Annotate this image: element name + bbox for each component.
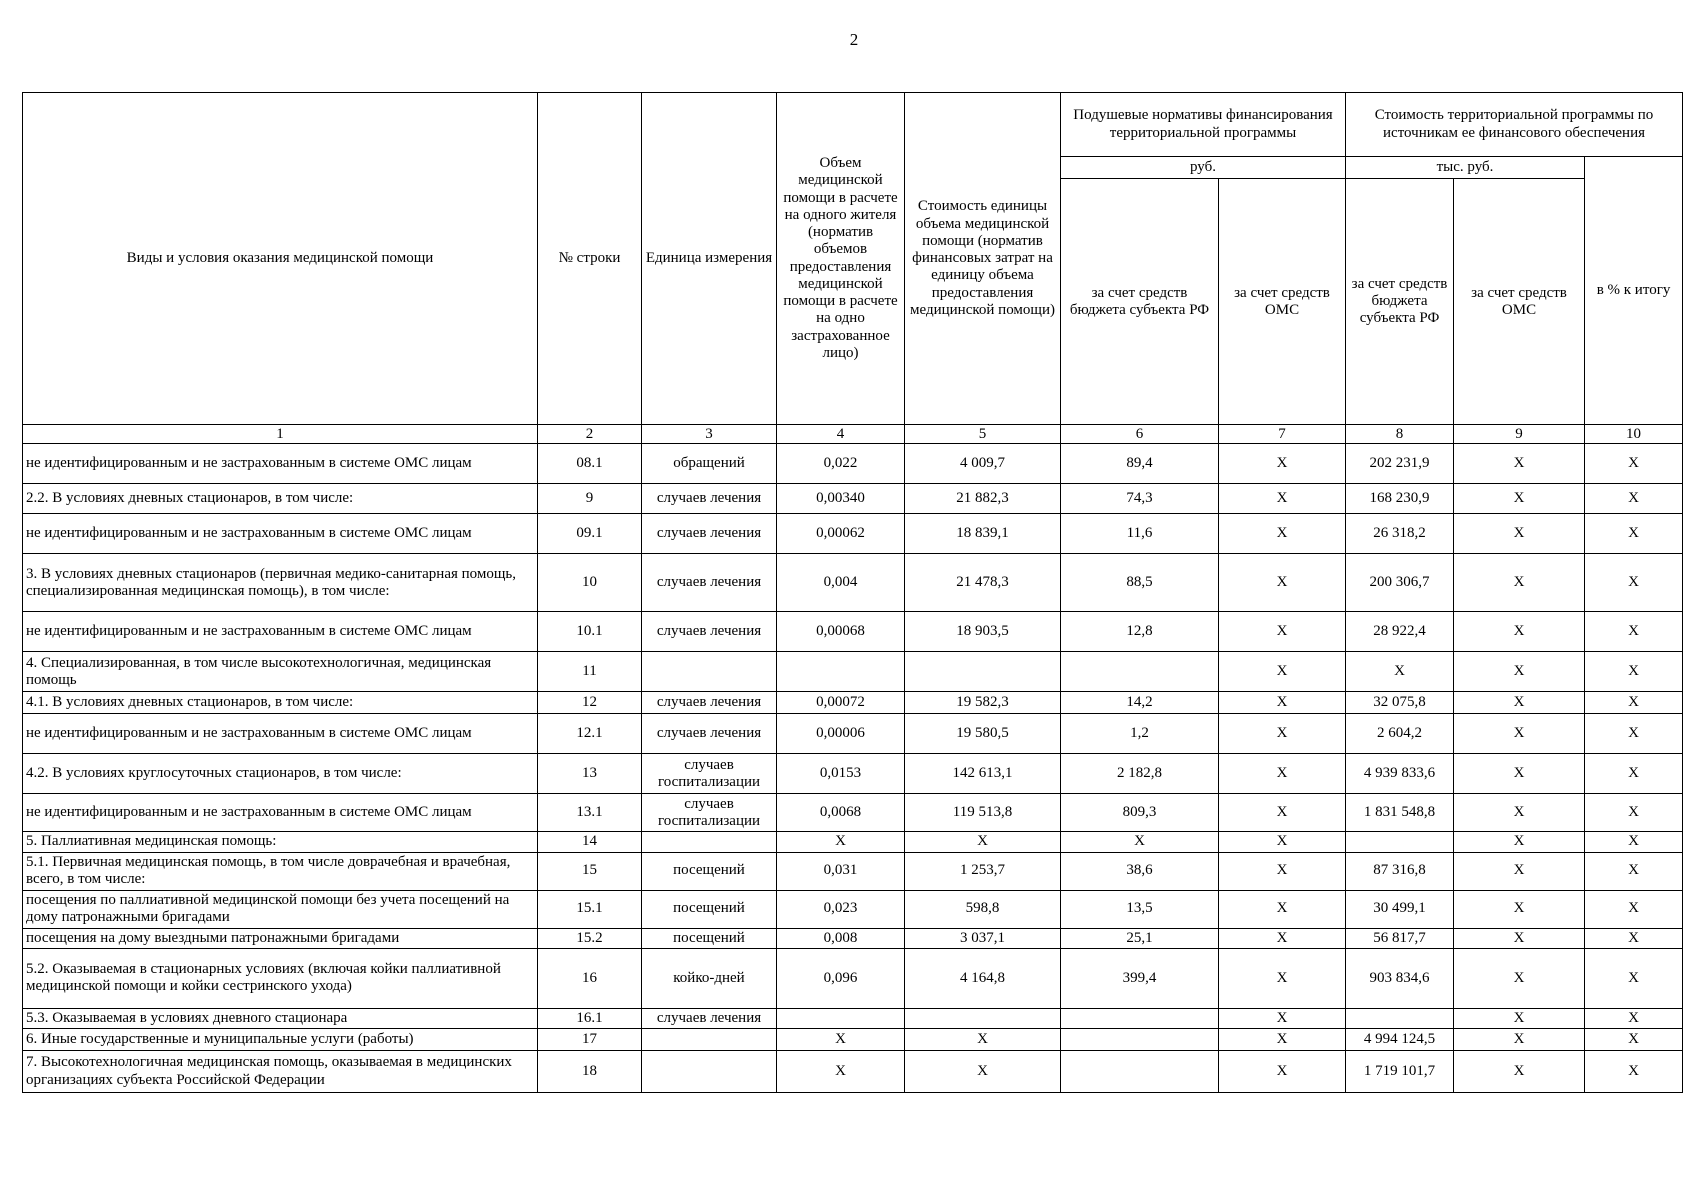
table-cell: койко-дней xyxy=(642,948,777,1008)
table-row xyxy=(23,1008,1683,1028)
header-col-4: Объем медицинской помощи в расчете на одного жителя (норматив объемов предоставления медицинской помощи в расчете на одно застрахованное лицо) xyxy=(777,93,905,425)
table-cell: 08.1 xyxy=(538,444,642,484)
header-unit-thousand-rub: тыс. руб. xyxy=(1346,157,1585,179)
table-cell: 10.1 xyxy=(538,612,642,652)
table-cell: 16.1 xyxy=(538,1008,642,1028)
table-cell: X xyxy=(1219,612,1346,652)
financing-table xyxy=(22,92,1683,1093)
table-cell: X xyxy=(1454,714,1585,754)
table-cell: X xyxy=(905,1051,1061,1093)
table-cell: X xyxy=(1454,1029,1585,1051)
table-cell: X xyxy=(1585,652,1683,692)
table-cell xyxy=(642,832,777,852)
table-cell: 13,5 xyxy=(1061,890,1219,928)
row-description: не идентифицированным и не застрахованным в системе ОМС лицам xyxy=(23,514,538,554)
table-row xyxy=(23,484,1683,514)
table-cell xyxy=(777,652,905,692)
column-number: 3 xyxy=(642,425,777,444)
table-cell: 30 499,1 xyxy=(1346,890,1454,928)
table-cell: 25,1 xyxy=(1061,928,1219,948)
table-cell: 4 994 124,5 xyxy=(1346,1029,1454,1051)
table-cell: 0,004 xyxy=(777,554,905,612)
column-number: 10 xyxy=(1585,425,1683,444)
table-cell xyxy=(905,1008,1061,1028)
table-row xyxy=(23,832,1683,852)
table-cell: X xyxy=(1219,714,1346,754)
row-description: не идентифицированным и не застрахованным в системе ОМС лицам xyxy=(23,612,538,652)
table-cell: X xyxy=(1585,714,1683,754)
table-cell: X xyxy=(1219,514,1346,554)
table-cell: 0,0068 xyxy=(777,794,905,832)
table-row xyxy=(23,1051,1683,1093)
table-row xyxy=(23,948,1683,1008)
row-description: 4.1. В условиях дневных стационаров, в том числе: xyxy=(23,692,538,714)
table-cell: 4 009,7 xyxy=(905,444,1061,484)
table-cell: X xyxy=(1219,852,1346,890)
header-col-2: № строки xyxy=(538,93,642,425)
table-cell: 14 xyxy=(538,832,642,852)
table-row xyxy=(23,852,1683,890)
table-cell: X xyxy=(1585,890,1683,928)
row-description: 5. Паллиативная медицинская помощь: xyxy=(23,832,538,852)
table-cell: 0,00062 xyxy=(777,514,905,554)
table-cell: X xyxy=(1219,484,1346,514)
table-cell: 87 316,8 xyxy=(1346,852,1454,890)
table-cell xyxy=(642,652,777,692)
table-cell xyxy=(1061,1008,1219,1028)
table-cell: 200 306,7 xyxy=(1346,554,1454,612)
header-group-per-capita: Подушевые нормативы финансирования территориальной программы xyxy=(1061,93,1346,157)
row-description: 5.3. Оказываемая в условиях дневного стационара xyxy=(23,1008,538,1028)
table-cell: 0,023 xyxy=(777,890,905,928)
table-cell: 38,6 xyxy=(1061,852,1219,890)
table-cell: случаев лечения xyxy=(642,692,777,714)
table-cell: X xyxy=(1219,890,1346,928)
table-cell: X xyxy=(1454,928,1585,948)
table-cell: X xyxy=(1585,1008,1683,1028)
table-cell: 89,4 xyxy=(1061,444,1219,484)
table-cell: 18 839,1 xyxy=(905,514,1061,554)
table-cell: X xyxy=(777,832,905,852)
table-cell: 15 xyxy=(538,852,642,890)
header-col-1: Виды и условия оказания медицинской помощи xyxy=(23,93,538,425)
table-cell: 1,2 xyxy=(1061,714,1219,754)
table-cell: 88,5 xyxy=(1061,554,1219,612)
table-cell: 18 xyxy=(538,1051,642,1093)
table-row xyxy=(23,692,1683,714)
table-cell: 399,4 xyxy=(1061,948,1219,1008)
column-number: 5 xyxy=(905,425,1061,444)
table-row xyxy=(23,754,1683,794)
row-description: 6. Иные государственные и муниципальные услуги (работы) xyxy=(23,1029,538,1051)
table-cell: случаев госпитализации xyxy=(642,754,777,794)
table-cell: 26 318,2 xyxy=(1346,514,1454,554)
table-cell: X xyxy=(1454,554,1585,612)
row-description: 7. Высокотехнологичная медицинская помощь, оказываемая в медицинских организациях субъекта Российской Федерации xyxy=(23,1051,538,1093)
table-cell xyxy=(1346,1008,1454,1028)
table-cell xyxy=(1061,1051,1219,1093)
table-cell: 119 513,8 xyxy=(905,794,1061,832)
table-cell: случаев лечения xyxy=(642,554,777,612)
header-col-3: Единица измерения xyxy=(642,93,777,425)
table-cell: 0,00006 xyxy=(777,714,905,754)
table-cell: 9 xyxy=(538,484,642,514)
table-cell xyxy=(905,652,1061,692)
table-cell: X xyxy=(1585,484,1683,514)
column-number-row xyxy=(23,425,1683,444)
row-description: 5.2. Оказываемая в стационарных условиях (включая койки паллиативной медицинской помощи и койки сестринского ухода) xyxy=(23,948,538,1008)
column-number: 2 xyxy=(538,425,642,444)
table-cell: 56 817,7 xyxy=(1346,928,1454,948)
table-cell: 74,3 xyxy=(1061,484,1219,514)
table-cell: X xyxy=(1219,652,1346,692)
table-cell: X xyxy=(1219,754,1346,794)
table-cell: X xyxy=(1219,444,1346,484)
table-cell xyxy=(1061,652,1219,692)
row-description: 2.2. В условиях дневных стационаров, в том числе: xyxy=(23,484,538,514)
row-description: не идентифицированным и не застрахованным в системе ОМС лицам xyxy=(23,444,538,484)
table-cell: X xyxy=(1585,832,1683,852)
table-cell: 0,00340 xyxy=(777,484,905,514)
table-cell: X xyxy=(1219,692,1346,714)
table-cell: 19 582,3 xyxy=(905,692,1061,714)
table-cell: 0,00072 xyxy=(777,692,905,714)
table-cell: X xyxy=(1585,612,1683,652)
row-description: 5.1. Первичная медицинская помощь, в том числе доврачебная и врачебная, всего, в том числе: xyxy=(23,852,538,890)
table-cell: 12 xyxy=(538,692,642,714)
table-cell: X xyxy=(1454,852,1585,890)
table-cell: посещений xyxy=(642,890,777,928)
table-cell: 13.1 xyxy=(538,794,642,832)
table-cell: случаев лечения xyxy=(642,484,777,514)
table-row xyxy=(23,444,1683,484)
table-cell: 142 613,1 xyxy=(905,754,1061,794)
header-unit-rub: руб. xyxy=(1061,157,1346,179)
table-cell xyxy=(1346,832,1454,852)
table-cell: X xyxy=(1585,754,1683,794)
table-cell: X xyxy=(1219,554,1346,612)
table-cell: 202 231,9 xyxy=(1346,444,1454,484)
table-cell: X xyxy=(1454,514,1585,554)
table-cell: X xyxy=(777,1051,905,1093)
table-cell: X xyxy=(1454,612,1585,652)
row-description: 4. Специализированная, в том числе высокотехнологичная, медицинская помощь xyxy=(23,652,538,692)
table-cell: X xyxy=(905,832,1061,852)
table-cell: X xyxy=(1454,692,1585,714)
column-number: 4 xyxy=(777,425,905,444)
table-cell: 1 719 101,7 xyxy=(1346,1051,1454,1093)
table-row xyxy=(23,612,1683,652)
table-cell: X xyxy=(1585,852,1683,890)
header-col-8: за счет средств бюджета субъекта РФ xyxy=(1346,179,1454,425)
table-cell xyxy=(777,1008,905,1028)
table-cell: 0,022 xyxy=(777,444,905,484)
row-description: 4.2. В условиях круглосуточных стационаров, в том числе: xyxy=(23,754,538,794)
row-description: 3. В условиях дневных стационаров (первичная медико-санитарная помощь, специализированная медицинская помощь), в том числе: xyxy=(23,554,538,612)
table-cell: 2 604,2 xyxy=(1346,714,1454,754)
table-cell: X xyxy=(1454,484,1585,514)
table-cell: 10 xyxy=(538,554,642,612)
table-cell: 168 230,9 xyxy=(1346,484,1454,514)
table-cell: 17 xyxy=(538,1029,642,1051)
table-cell: 16 xyxy=(538,948,642,1008)
table-cell: 12.1 xyxy=(538,714,642,754)
table-cell: 4 164,8 xyxy=(905,948,1061,1008)
header-col-9: за счет средств ОМС xyxy=(1454,179,1585,425)
table-cell: 14,2 xyxy=(1061,692,1219,714)
table-row xyxy=(23,652,1683,692)
table-cell: X xyxy=(1585,928,1683,948)
table-cell: X xyxy=(1585,554,1683,612)
table-cell: 1 253,7 xyxy=(905,852,1061,890)
table-cell xyxy=(642,1029,777,1051)
table-cell: X xyxy=(1454,1008,1585,1028)
table-cell: X xyxy=(1454,832,1585,852)
table-cell: X xyxy=(1219,1008,1346,1028)
table-cell: 15.1 xyxy=(538,890,642,928)
row-description: посещения по паллиативной медицинской помощи без учета посещений на дому патронажными бригадами xyxy=(23,890,538,928)
table-cell: 21 478,3 xyxy=(905,554,1061,612)
column-number: 9 xyxy=(1454,425,1585,444)
table-cell: X xyxy=(1454,948,1585,1008)
table-cell: X xyxy=(1219,948,1346,1008)
table-cell: X xyxy=(1454,444,1585,484)
table-cell: X xyxy=(1585,1029,1683,1051)
table-cell: 28 922,4 xyxy=(1346,612,1454,652)
header-col-10: в % к итогу xyxy=(1585,157,1683,425)
header-col-5: Стоимость единицы объема медицинской помощи (норматив финансовых затрат на единицу объема предоставления медицинской помощи) xyxy=(905,93,1061,425)
header-col-7: за счет средств ОМС xyxy=(1219,179,1346,425)
table-cell: 32 075,8 xyxy=(1346,692,1454,714)
table-cell: 19 580,5 xyxy=(905,714,1061,754)
table-cell: X xyxy=(1219,1051,1346,1093)
column-number: 6 xyxy=(1061,425,1219,444)
table-cell: X xyxy=(1454,754,1585,794)
header-col-6: за счет средств бюджета субъекта РФ xyxy=(1061,179,1219,425)
table-cell: 0,008 xyxy=(777,928,905,948)
table-row xyxy=(23,554,1683,612)
table-cell: посещений xyxy=(642,852,777,890)
table-cell: 2 182,8 xyxy=(1061,754,1219,794)
header-group-program-cost: Стоимость территориальной программы по источникам ее финансового обеспечения xyxy=(1346,93,1683,157)
table-cell: X xyxy=(1454,652,1585,692)
table-cell: X xyxy=(1454,1051,1585,1093)
table-cell: X xyxy=(1585,794,1683,832)
table-cell: X xyxy=(1454,794,1585,832)
table-cell xyxy=(1061,1029,1219,1051)
table-cell: 0,031 xyxy=(777,852,905,890)
column-number: 1 xyxy=(23,425,538,444)
table-cell: 13 xyxy=(538,754,642,794)
table-cell: 0,00068 xyxy=(777,612,905,652)
table-row xyxy=(23,928,1683,948)
table-cell: случаев лечения xyxy=(642,1008,777,1028)
table-cell: 21 882,3 xyxy=(905,484,1061,514)
table-cell: X xyxy=(1585,692,1683,714)
table-cell: X xyxy=(1585,514,1683,554)
table-cell: X xyxy=(1219,928,1346,948)
table-cell: 0,096 xyxy=(777,948,905,1008)
table-cell: случаев госпитализации xyxy=(642,794,777,832)
table-cell: X xyxy=(1219,794,1346,832)
row-description: не идентифицированным и не застрахованным в системе ОМС лицам xyxy=(23,714,538,754)
row-description: не идентифицированным и не застрахованным в системе ОМС лицам xyxy=(23,794,538,832)
table-cell: 11,6 xyxy=(1061,514,1219,554)
row-description: посещения на дому выездными патронажными бригадами xyxy=(23,928,538,948)
table-cell: X xyxy=(1585,1051,1683,1093)
table-cell: случаев лечения xyxy=(642,612,777,652)
table-row xyxy=(23,1029,1683,1051)
table-row xyxy=(23,714,1683,754)
table-cell: X xyxy=(905,1029,1061,1051)
table-cell: X xyxy=(1585,444,1683,484)
table-cell: посещений xyxy=(642,928,777,948)
table-cell: 1 831 548,8 xyxy=(1346,794,1454,832)
table-body xyxy=(23,444,1683,1093)
table-cell: 3 037,1 xyxy=(905,928,1061,948)
table-cell: случаев лечения xyxy=(642,514,777,554)
table-cell: 0,0153 xyxy=(777,754,905,794)
table-cell xyxy=(642,1051,777,1093)
table-cell: 903 834,6 xyxy=(1346,948,1454,1008)
table-cell: X xyxy=(777,1029,905,1051)
table-cell: X xyxy=(1346,652,1454,692)
column-number: 7 xyxy=(1219,425,1346,444)
table-cell: 4 939 833,6 xyxy=(1346,754,1454,794)
table-cell: X xyxy=(1219,1029,1346,1051)
table-cell: 09.1 xyxy=(538,514,642,554)
table-cell: обращений xyxy=(642,444,777,484)
page-number: 2 xyxy=(849,30,859,49)
table-row xyxy=(23,890,1683,928)
column-number: 8 xyxy=(1346,425,1454,444)
table-cell: X xyxy=(1454,890,1585,928)
table-row xyxy=(23,794,1683,832)
table-cell: 15.2 xyxy=(538,928,642,948)
table-cell: случаев лечения xyxy=(642,714,777,754)
table-row xyxy=(23,514,1683,554)
table-cell: X xyxy=(1061,832,1219,852)
table-cell: 12,8 xyxy=(1061,612,1219,652)
table-cell: 809,3 xyxy=(1061,794,1219,832)
table-cell: X xyxy=(1585,948,1683,1008)
table-cell: 11 xyxy=(538,652,642,692)
table-cell: X xyxy=(1219,832,1346,852)
table-cell: 598,8 xyxy=(905,890,1061,928)
table-cell: 18 903,5 xyxy=(905,612,1061,652)
